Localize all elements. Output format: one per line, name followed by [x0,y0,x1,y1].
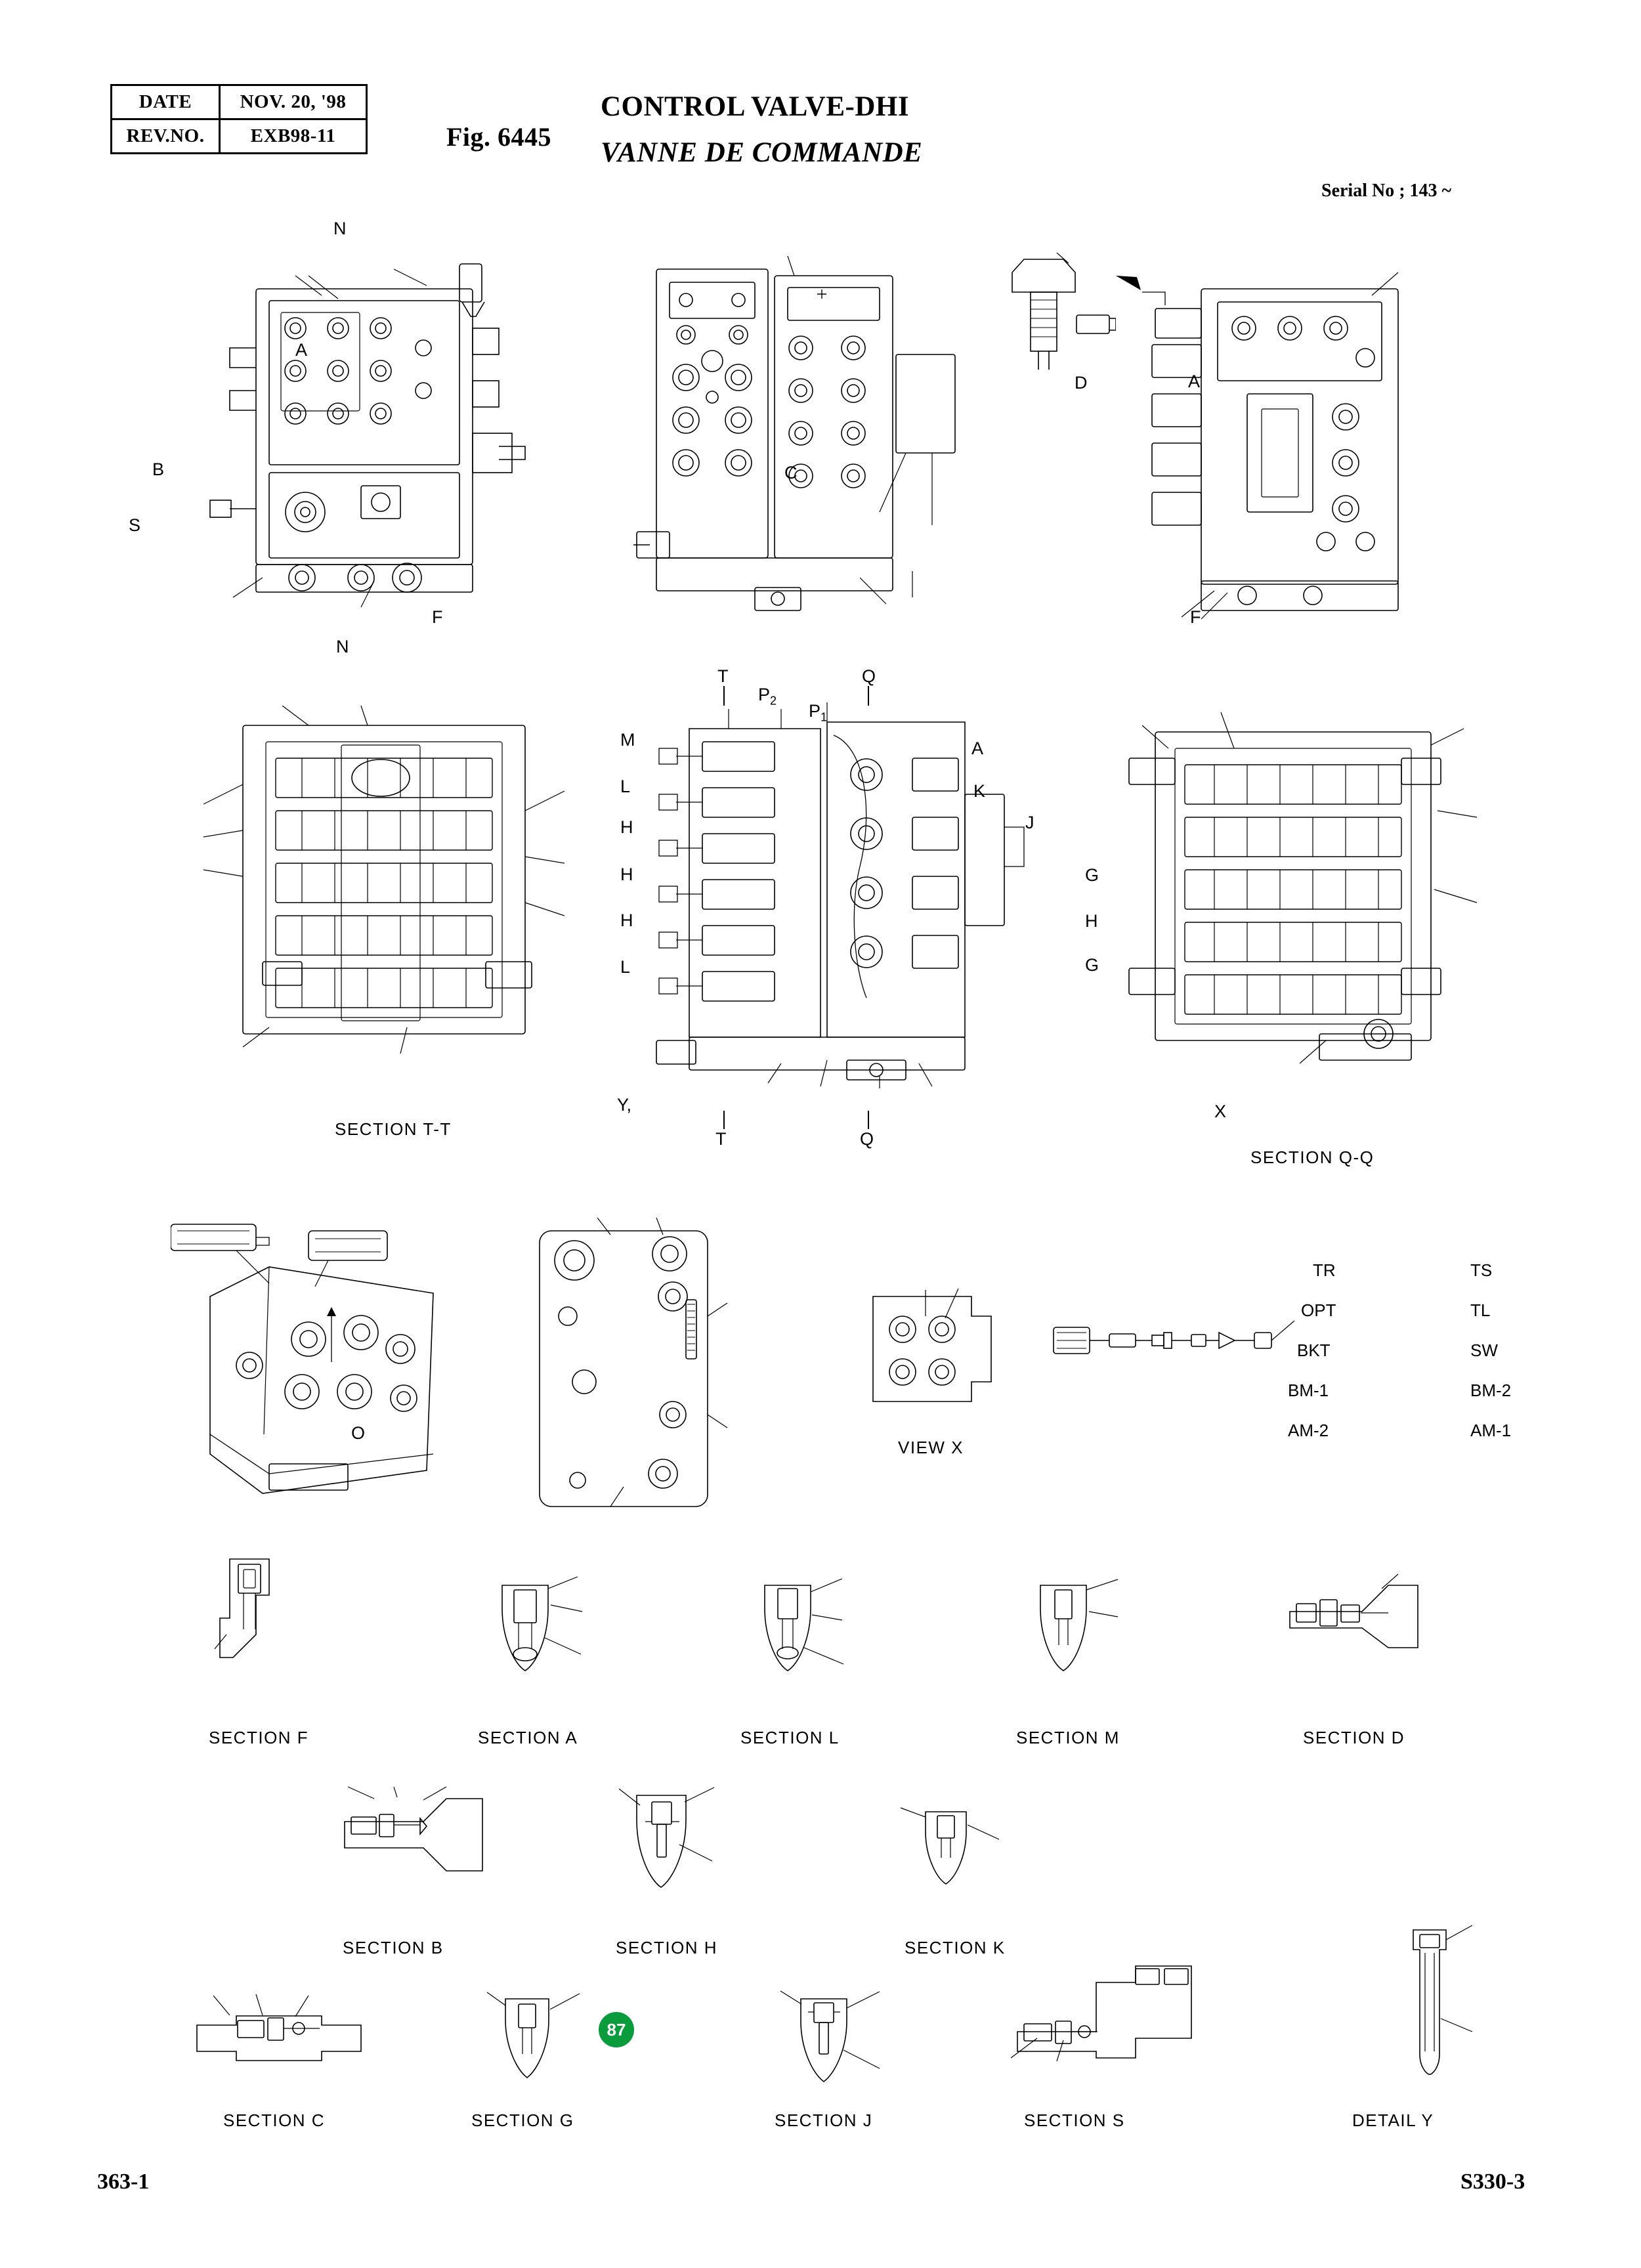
callout-h-mid-2: H [620,865,633,884]
control-valve-side-view-drawing [1116,253,1483,627]
callout-j-mid: J [1025,813,1034,832]
section-f-drawing [213,1552,331,1671]
section-k-drawing [899,1799,1017,1891]
revno-value: EXB98-11 [220,119,367,154]
revision-table [110,84,368,154]
port-legend-left-column [1288,1260,1353,1440]
caption-section-qq: SECTION Q-Q [1250,1147,1375,1167]
caption-view-x: VIEW X [898,1438,964,1457]
caption-section-s: SECTION S [1024,2110,1125,2130]
callout-t-bottom: T [715,1129,727,1149]
valve-fitting-detail-drawing [1011,253,1116,404]
callout-h-mid-1: H [620,817,633,837]
caption-section-k: SECTION K [905,1938,1006,1958]
caption-section-b: SECTION B [343,1938,444,1958]
section-h-drawing [614,1782,738,1894]
callout-a-mid: A [971,738,984,758]
callout-n-top: N [333,219,347,238]
date-value: NOV. 20, '98 [220,85,367,119]
callout-d-view3: D [1075,373,1088,393]
callout-c-view2: C [784,463,798,482]
balloon-87[interactable]: 87 [599,2012,634,2047]
callout-h-mid-3: H [620,910,633,930]
port-label-bm1: BM-1 [1288,1380,1329,1400]
callout-q-bottom: Q [860,1129,874,1149]
port-label-sw: SW [1470,1340,1498,1360]
section-qq-drawing [1103,706,1483,1086]
callout-x-qq: X [1214,1102,1227,1121]
hose-assembly-drawing [1050,1313,1300,1372]
table-row [112,119,367,154]
section-a-drawing [482,1575,601,1680]
table-row [112,85,367,119]
caption-section-d: SECTION D [1303,1728,1405,1747]
callout-p1: $P_1$ [809,701,828,724]
callout-f-view1: F [432,607,443,627]
caption-section-j: SECTION J [775,2110,873,2130]
tick-t-bottom [723,1111,725,1129]
port-label-am1: AM-1 [1470,1421,1512,1440]
section-tt-drawing [203,706,584,1073]
port-label-ts: TS [1470,1260,1493,1280]
caption-section-c: SECTION C [223,2110,326,2130]
callout-s-view1: S [129,515,141,535]
detail-y-drawing [1382,1920,1487,2084]
port-label-tr: TR [1313,1260,1336,1280]
port-label-bkt: BKT [1297,1340,1331,1360]
caption-detail-y: DETAIL Y [1352,2110,1434,2130]
control-valve-front-view-drawing [624,256,978,624]
callout-p2: $P_2$ [758,685,777,708]
tick-t-top [723,686,725,706]
tick-q-top [868,686,869,706]
caption-section-tt: SECTION T-T [335,1119,452,1139]
tick-q-bottom [868,1111,869,1129]
page-title: CONTROL VALVE-DHI [601,91,910,122]
callout-q-top: Q [862,666,876,686]
callout-a-view1: A [295,340,308,360]
page-number: 363-1 [97,2170,150,2194]
section-g-drawing [486,1986,591,2084]
port-label-tl: TL [1470,1300,1491,1320]
callout-g-qq-2: G [1085,955,1099,975]
serial-number-note: Serial No ; 143 ~ [1321,181,1452,201]
caption-section-g: SECTION G [471,2110,574,2130]
caption-section-l: SECTION L [740,1728,840,1747]
page-title-french: VANNE DE COMMANDE [601,137,923,168]
callout-b-view1: B [152,460,165,479]
section-c-drawing [190,1989,368,2087]
section-m-drawing [1021,1575,1139,1680]
callout-t-top: T [717,666,729,686]
figure-number: Fig. 6445 [446,122,552,152]
section-j-drawing [778,1986,896,2084]
callout-n-bottom: N [336,637,349,656]
valve-isometric-drawing [171,1218,512,1520]
document-number: S330-3 [1460,2170,1525,2194]
section-s-drawing [1004,1959,1201,2084]
control-valve-top-view-drawing [197,249,565,617]
date-label: DATE [112,85,220,119]
center-section-assembly-drawing [650,696,1057,1090]
revno-label: REV.NO. [112,119,220,154]
view-x-drawing [860,1283,1011,1415]
section-b-drawing [335,1786,486,1897]
callout-o-lower: O [351,1423,366,1443]
callout-l-mid-1: L [620,777,631,796]
caption-section-f: SECTION F [209,1728,309,1747]
callout-h-qq: H [1085,911,1098,931]
section-d-drawing [1283,1572,1428,1677]
callout-g-qq-1: G [1085,865,1099,885]
port-legend-right-column [1470,1260,1512,1440]
port-label-bm2: BM-2 [1470,1380,1512,1400]
valve-plate-drawing [532,1218,729,1520]
callout-a-view3: A [1188,372,1201,391]
port-label-am2: AM-2 [1288,1421,1329,1440]
callout-m-mid: M [620,730,635,750]
caption-section-h: SECTION H [616,1938,718,1958]
callout-y-mid: Y, [617,1095,632,1115]
callout-k-mid: K [973,781,986,801]
section-l-drawing [745,1575,863,1680]
caption-section-m: SECTION M [1016,1728,1120,1747]
callout-l-mid-2: L [620,957,631,977]
caption-section-a: SECTION A [478,1728,578,1747]
port-label-opt: OPT [1301,1300,1336,1320]
callout-f-view3: F [1190,607,1201,627]
